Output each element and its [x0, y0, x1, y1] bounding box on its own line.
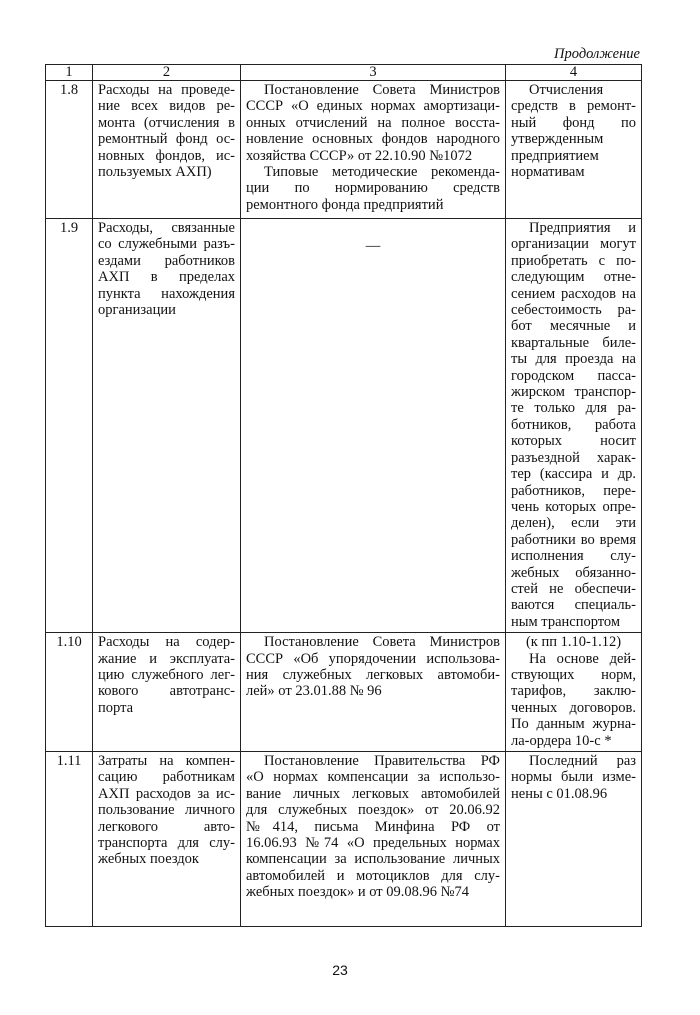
- text-line: ствующих норм,: [511, 666, 636, 683]
- text-line: тарифов, заклю-: [511, 683, 636, 700]
- table-row: [46, 81, 642, 219]
- text-line: средств в ремонт-: [511, 98, 636, 115]
- text-line: ваются специаль-: [511, 597, 636, 614]
- text-line: кового автотранс-: [98, 683, 235, 700]
- text-line: ный фонд по: [511, 114, 636, 131]
- text-line: Типовые методические рекоменда-: [264, 164, 500, 181]
- text-line: нены с 01.08.96: [511, 785, 608, 802]
- text-line: сацию работникам: [98, 769, 235, 786]
- paragraph: [98, 220, 235, 318]
- text-line: ты для проезда на: [511, 351, 636, 368]
- text-line: «О нормах компенсации за использо-: [246, 769, 500, 786]
- row-number: 1.9: [46, 219, 93, 633]
- text-line: 16.06.93 №74 «О предельных нормах: [246, 835, 500, 852]
- text-line: №414, письма Минфина РФ от: [246, 818, 500, 835]
- text-line: новных фондов, ис-: [98, 147, 235, 164]
- text-line: ции по нормированию средств: [246, 180, 500, 197]
- text-line: работников, пере-: [511, 482, 636, 499]
- text-line: лей» от 23.01.88 № 96: [246, 683, 382, 700]
- paragraph: [511, 753, 636, 802]
- text-line: Предприятия и: [529, 220, 636, 236]
- expense-name-cell: [93, 752, 241, 927]
- text-line: ездами работников: [98, 252, 235, 269]
- text-line: стей не обеспечи-: [511, 580, 636, 597]
- text-line: Постановление Правительства РФ: [264, 753, 500, 769]
- text-line: организации могут: [511, 236, 636, 253]
- text-line: Постановление Совета Министров: [264, 82, 500, 98]
- text-line: разъездной харак-: [511, 449, 636, 466]
- text-line: Последний раз: [529, 753, 636, 769]
- text-line: Расходы на проведе-: [98, 82, 235, 98]
- table-row: [46, 752, 642, 927]
- text-line: транспорта для слу-: [98, 835, 235, 852]
- text-line: сением расходов на: [511, 285, 636, 302]
- regulatory-basis-cell: [241, 81, 506, 219]
- text-line: делен), если эти: [511, 515, 636, 532]
- text-line: жебных поездок: [98, 851, 199, 868]
- expense-name-cell: [93, 81, 241, 219]
- page-number: 23: [332, 962, 348, 978]
- text-line: жебных поездок» и от 09.08.96 №74: [246, 884, 469, 901]
- text-line: СССР «Об упорядочении использова-: [246, 650, 500, 667]
- column-header-4: 4: [506, 65, 642, 81]
- text-line: онных отчислений на полное восста-: [246, 114, 500, 131]
- text-line: нормы были изме-: [511, 769, 636, 786]
- text-line: пользование личного: [98, 802, 235, 819]
- empty-dash: —: [365, 238, 381, 254]
- text-line: жание и эксплуата-: [98, 650, 235, 667]
- text-line: исполнения слу-: [511, 548, 636, 565]
- continuation-label: Продолжение: [554, 46, 640, 62]
- text-line: бот месячные и: [511, 318, 636, 335]
- text-line: работники во время: [511, 531, 636, 548]
- text-line: Отчисления: [529, 82, 604, 98]
- text-line: жебных обязанно-: [511, 564, 636, 581]
- text-line: жирском транспор-: [511, 384, 636, 401]
- note-cell: [506, 633, 642, 752]
- text-line: тер (кассира и др.: [511, 466, 636, 483]
- text-line: приобретать с по-: [511, 252, 636, 269]
- text-line: следующим отне-: [511, 269, 636, 286]
- table-row: [46, 219, 642, 633]
- paragraph: [511, 651, 636, 749]
- text-line: ченных договоров.: [511, 699, 636, 716]
- text-line: На основе дей-: [529, 650, 636, 667]
- expense-table: [45, 64, 642, 927]
- text-line: организации: [98, 302, 176, 319]
- text-line: ботников, работа: [511, 416, 636, 433]
- text-line: вание личных легковых автомобилей: [246, 785, 500, 802]
- paragraph: [246, 753, 500, 901]
- text-line: предприятием: [511, 147, 599, 164]
- text-line: себестоимость ра-: [511, 302, 636, 319]
- regulatory-basis-cell: [241, 219, 506, 633]
- regulatory-basis-cell: [241, 752, 506, 927]
- text-line: порта: [98, 699, 134, 716]
- text-line: чень которых опре-: [511, 498, 636, 515]
- row-number: 1.8: [46, 81, 93, 219]
- text-line: АХП расходов за ис-: [98, 785, 235, 802]
- text-line: ным транспортом: [511, 613, 621, 630]
- text-line: По данным журна-: [511, 716, 636, 733]
- text-line: городском пасса-: [511, 367, 636, 384]
- table-header-row: [46, 65, 642, 81]
- text-line: хозяйства СССР» от 22.10.90 №1072: [246, 147, 473, 164]
- text-line: легкового авто-: [98, 818, 235, 835]
- text-line: Расходы, связанные: [98, 220, 235, 236]
- note-cell: [506, 81, 642, 219]
- paragraph: [98, 753, 235, 868]
- note-cell: [506, 752, 642, 927]
- text-line: ремонтного фонда предприятий: [246, 196, 444, 213]
- paragraph: [246, 82, 500, 164]
- expense-name-cell: [93, 633, 241, 752]
- note-cell: [506, 219, 642, 633]
- text-line: АХП в пределах: [98, 269, 235, 286]
- paragraph: [98, 634, 235, 716]
- row-number: 1.10: [46, 633, 93, 752]
- text-line: пункта нахождения: [98, 285, 235, 302]
- text-line: монта (отчисления в: [98, 114, 235, 131]
- text-line: утвержденным: [511, 131, 604, 148]
- regulatory-basis-cell: [241, 633, 506, 752]
- text-line: нормативам: [511, 164, 585, 181]
- text-line: ла-ордера 10-с *: [511, 732, 612, 749]
- paragraph: [98, 82, 235, 180]
- text-line: компенсации за использование личных: [246, 851, 500, 868]
- note-reference: (к пп 1.10-1.12): [525, 634, 622, 651]
- text-line: новление основных фондов народного: [246, 131, 500, 148]
- paragraph: [246, 634, 500, 700]
- table-row: [46, 633, 642, 752]
- text-line: со служебными разъ-: [98, 236, 235, 253]
- text-line: автомобилей и мотоциклов для слу-: [246, 867, 500, 884]
- text-line: цию служебного лег-: [98, 666, 235, 683]
- text-line: ние всех видов ре-: [98, 98, 235, 115]
- column-header-3: 3: [241, 65, 506, 81]
- column-header-2: 2: [93, 65, 241, 81]
- text-line: которых носит: [511, 433, 636, 450]
- text-line: те только для ра-: [511, 400, 636, 417]
- text-line: пользуемых АХП): [98, 164, 212, 181]
- text-line: для служебных поездок» от 20.06.92: [246, 802, 500, 819]
- text-line: ремонтный фонд ос-: [98, 131, 235, 148]
- text-line: СССР «О единых нормах амортизаци-: [246, 98, 500, 115]
- column-header-1: 1: [46, 65, 93, 81]
- text-line: Постановление Совета Министров: [264, 634, 500, 651]
- row-number: 1.11: [46, 752, 93, 927]
- paragraph: [511, 82, 636, 180]
- text-line: Расходы на содер-: [98, 634, 235, 651]
- text-line: Затраты на компен-: [98, 753, 235, 769]
- expense-name-cell: [93, 219, 241, 633]
- text-line: ния служебных легковых автомоби-: [246, 666, 500, 683]
- text-line: квартальные биле-: [511, 334, 636, 351]
- paragraph: [511, 220, 636, 630]
- paragraph: [246, 164, 500, 213]
